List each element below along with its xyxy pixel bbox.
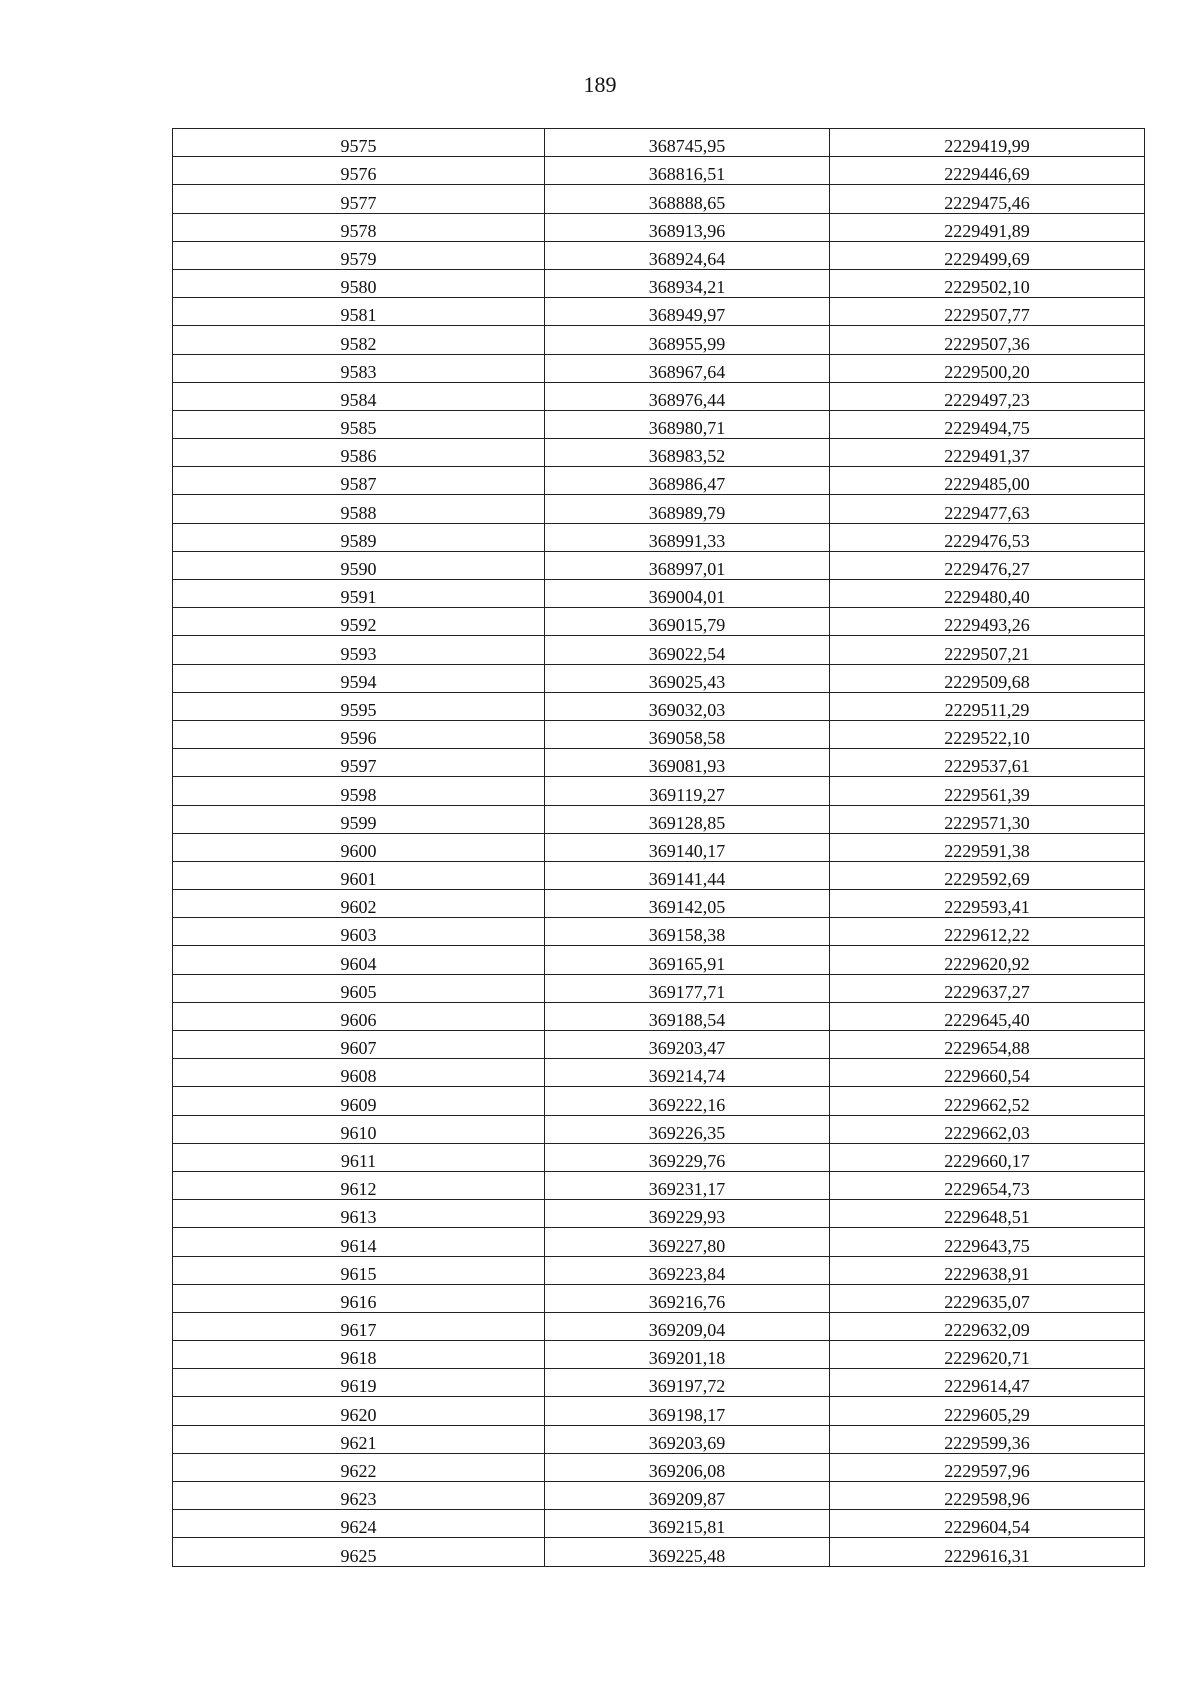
y-coordinate-cell: 2229643,75 bbox=[830, 1228, 1145, 1256]
table-row bbox=[173, 1031, 1145, 1059]
point-number-cell: 9576 bbox=[173, 157, 545, 185]
x-coordinate-cell: 368949,97 bbox=[545, 298, 830, 326]
point-number-cell: 9621 bbox=[173, 1425, 545, 1453]
x-coordinate-cell: 369222,16 bbox=[545, 1087, 830, 1115]
table-row bbox=[173, 1228, 1145, 1256]
x-coordinate-cell: 369022,54 bbox=[545, 636, 830, 664]
point-number-cell: 9605 bbox=[173, 974, 545, 1002]
point-number-cell: 9577 bbox=[173, 185, 545, 213]
table-row bbox=[173, 1425, 1145, 1453]
point-number-cell: 9620 bbox=[173, 1397, 545, 1425]
table-row bbox=[173, 1200, 1145, 1228]
table-row bbox=[173, 720, 1145, 748]
y-coordinate-cell: 2229660,54 bbox=[830, 1059, 1145, 1087]
x-coordinate-cell: 369227,80 bbox=[545, 1228, 830, 1256]
y-coordinate-cell: 2229571,30 bbox=[830, 805, 1145, 833]
table-row bbox=[173, 1369, 1145, 1397]
point-number-cell: 9624 bbox=[173, 1510, 545, 1538]
x-coordinate-cell: 369158,38 bbox=[545, 918, 830, 946]
table-row bbox=[173, 692, 1145, 720]
point-number-cell: 9614 bbox=[173, 1228, 545, 1256]
x-coordinate-cell: 369142,05 bbox=[545, 890, 830, 918]
point-number-cell: 9613 bbox=[173, 1200, 545, 1228]
table-row bbox=[173, 382, 1145, 410]
y-coordinate-cell: 2229612,22 bbox=[830, 918, 1145, 946]
x-coordinate-cell: 369141,44 bbox=[545, 861, 830, 889]
y-coordinate-cell: 2229654,73 bbox=[830, 1171, 1145, 1199]
table-row bbox=[173, 833, 1145, 861]
point-number-cell: 9612 bbox=[173, 1171, 545, 1199]
point-number-cell: 9608 bbox=[173, 1059, 545, 1087]
y-coordinate-cell: 2229599,36 bbox=[830, 1425, 1145, 1453]
y-coordinate-cell: 2229500,20 bbox=[830, 354, 1145, 382]
y-coordinate-cell: 2229537,61 bbox=[830, 749, 1145, 777]
point-number-cell: 9579 bbox=[173, 241, 545, 269]
point-number-cell: 9578 bbox=[173, 213, 545, 241]
y-coordinate-cell: 2229446,69 bbox=[830, 157, 1145, 185]
x-coordinate-cell: 369197,72 bbox=[545, 1369, 830, 1397]
x-coordinate-cell: 368745,95 bbox=[545, 129, 830, 157]
x-coordinate-cell: 369177,71 bbox=[545, 974, 830, 1002]
table-row bbox=[173, 269, 1145, 297]
point-number-cell: 9594 bbox=[173, 664, 545, 692]
x-coordinate-cell: 368967,64 bbox=[545, 354, 830, 382]
x-coordinate-cell: 368991,33 bbox=[545, 523, 830, 551]
y-coordinate-cell: 2229494,75 bbox=[830, 410, 1145, 438]
y-coordinate-cell: 2229620,92 bbox=[830, 946, 1145, 974]
x-coordinate-cell: 368989,79 bbox=[545, 495, 830, 523]
y-coordinate-cell: 2229635,07 bbox=[830, 1284, 1145, 1312]
x-coordinate-cell: 368888,65 bbox=[545, 185, 830, 213]
y-coordinate-cell: 2229660,17 bbox=[830, 1143, 1145, 1171]
x-coordinate-cell: 369004,01 bbox=[545, 580, 830, 608]
point-number-cell: 9600 bbox=[173, 833, 545, 861]
point-number-cell: 9595 bbox=[173, 692, 545, 720]
y-coordinate-cell: 2229476,27 bbox=[830, 551, 1145, 579]
y-coordinate-cell: 2229605,29 bbox=[830, 1397, 1145, 1425]
y-coordinate-cell: 2229509,68 bbox=[830, 664, 1145, 692]
table-row bbox=[173, 890, 1145, 918]
point-number-cell: 9604 bbox=[173, 946, 545, 974]
x-coordinate-cell: 368976,44 bbox=[545, 382, 830, 410]
x-coordinate-cell: 369223,84 bbox=[545, 1256, 830, 1284]
page-number: 189 bbox=[583, 72, 617, 97]
point-number-cell: 9617 bbox=[173, 1312, 545, 1340]
point-number-cell: 9598 bbox=[173, 777, 545, 805]
y-coordinate-cell: 2229616,31 bbox=[830, 1538, 1145, 1566]
x-coordinate-cell: 369209,04 bbox=[545, 1312, 830, 1340]
y-coordinate-cell: 2229662,52 bbox=[830, 1087, 1145, 1115]
y-coordinate-cell: 2229654,88 bbox=[830, 1031, 1145, 1059]
table-row bbox=[173, 1312, 1145, 1340]
table-row bbox=[173, 636, 1145, 664]
table-row bbox=[173, 580, 1145, 608]
x-coordinate-cell: 369081,93 bbox=[545, 749, 830, 777]
table-row bbox=[173, 439, 1145, 467]
y-coordinate-cell: 2229614,47 bbox=[830, 1369, 1145, 1397]
y-coordinate-cell: 2229419,99 bbox=[830, 129, 1145, 157]
table-row bbox=[173, 523, 1145, 551]
table-row bbox=[173, 974, 1145, 1002]
table-row bbox=[173, 805, 1145, 833]
point-number-cell: 9619 bbox=[173, 1369, 545, 1397]
x-coordinate-cell: 369203,69 bbox=[545, 1425, 830, 1453]
y-coordinate-cell: 2229645,40 bbox=[830, 1002, 1145, 1030]
y-coordinate-cell: 2229497,23 bbox=[830, 382, 1145, 410]
x-coordinate-cell: 369188,54 bbox=[545, 1002, 830, 1030]
x-coordinate-cell: 369032,03 bbox=[545, 692, 830, 720]
x-coordinate-cell: 369025,43 bbox=[545, 664, 830, 692]
y-coordinate-cell: 2229507,77 bbox=[830, 298, 1145, 326]
y-coordinate-cell: 2229591,38 bbox=[830, 833, 1145, 861]
table-row bbox=[173, 1059, 1145, 1087]
x-coordinate-cell: 369214,74 bbox=[545, 1059, 830, 1087]
x-coordinate-cell: 369198,17 bbox=[545, 1397, 830, 1425]
x-coordinate-cell: 368983,52 bbox=[545, 439, 830, 467]
table-row bbox=[173, 1256, 1145, 1284]
x-coordinate-cell: 369216,76 bbox=[545, 1284, 830, 1312]
point-number-cell: 9625 bbox=[173, 1538, 545, 1566]
y-coordinate-cell: 2229491,89 bbox=[830, 213, 1145, 241]
table-row bbox=[173, 467, 1145, 495]
y-coordinate-cell: 2229561,39 bbox=[830, 777, 1145, 805]
table-row bbox=[173, 1002, 1145, 1030]
y-coordinate-cell: 2229511,29 bbox=[830, 692, 1145, 720]
y-coordinate-cell: 2229480,40 bbox=[830, 580, 1145, 608]
table-row bbox=[173, 213, 1145, 241]
table-row bbox=[173, 551, 1145, 579]
y-coordinate-cell: 2229662,03 bbox=[830, 1115, 1145, 1143]
table-row bbox=[173, 608, 1145, 636]
y-coordinate-cell: 2229638,91 bbox=[830, 1256, 1145, 1284]
y-coordinate-cell: 2229598,96 bbox=[830, 1482, 1145, 1510]
point-number-cell: 9589 bbox=[173, 523, 545, 551]
point-number-cell: 9611 bbox=[173, 1143, 545, 1171]
table-row bbox=[173, 1115, 1145, 1143]
point-number-cell: 9610 bbox=[173, 1115, 545, 1143]
point-number-cell: 9590 bbox=[173, 551, 545, 579]
point-number-cell: 9583 bbox=[173, 354, 545, 382]
table-row bbox=[173, 1538, 1145, 1566]
table-row bbox=[173, 410, 1145, 438]
x-coordinate-cell: 369215,81 bbox=[545, 1510, 830, 1538]
table-row bbox=[173, 129, 1145, 157]
x-coordinate-cell: 369229,93 bbox=[545, 1200, 830, 1228]
point-number-cell: 9615 bbox=[173, 1256, 545, 1284]
point-number-cell: 9622 bbox=[173, 1453, 545, 1481]
x-coordinate-cell: 369058,58 bbox=[545, 720, 830, 748]
y-coordinate-cell: 2229502,10 bbox=[830, 269, 1145, 297]
point-number-cell: 9601 bbox=[173, 861, 545, 889]
x-coordinate-cell: 368955,99 bbox=[545, 326, 830, 354]
y-coordinate-cell: 2229507,36 bbox=[830, 326, 1145, 354]
x-coordinate-cell: 369119,27 bbox=[545, 777, 830, 805]
x-coordinate-cell: 369209,87 bbox=[545, 1482, 830, 1510]
table-row bbox=[173, 1482, 1145, 1510]
y-coordinate-cell: 2229491,37 bbox=[830, 439, 1145, 467]
table-row bbox=[173, 1397, 1145, 1425]
point-number-cell: 9602 bbox=[173, 890, 545, 918]
point-number-cell: 9596 bbox=[173, 720, 545, 748]
table-row bbox=[173, 1087, 1145, 1115]
table-row bbox=[173, 777, 1145, 805]
x-coordinate-cell: 368913,96 bbox=[545, 213, 830, 241]
coordinates-table bbox=[172, 128, 1145, 1567]
x-coordinate-cell: 369231,17 bbox=[545, 1171, 830, 1199]
y-coordinate-cell: 2229597,96 bbox=[830, 1453, 1145, 1481]
point-number-cell: 9606 bbox=[173, 1002, 545, 1030]
point-number-cell: 9581 bbox=[173, 298, 545, 326]
coordinates-table-body bbox=[173, 129, 1145, 1567]
x-coordinate-cell: 369015,79 bbox=[545, 608, 830, 636]
table-row bbox=[173, 354, 1145, 382]
point-number-cell: 9603 bbox=[173, 918, 545, 946]
x-coordinate-cell: 368986,47 bbox=[545, 467, 830, 495]
point-number-cell: 9616 bbox=[173, 1284, 545, 1312]
x-coordinate-cell: 368934,21 bbox=[545, 269, 830, 297]
x-coordinate-cell: 369201,18 bbox=[545, 1341, 830, 1369]
table-row bbox=[173, 495, 1145, 523]
x-coordinate-cell: 369165,91 bbox=[545, 946, 830, 974]
table-row bbox=[173, 861, 1145, 889]
y-coordinate-cell: 2229592,69 bbox=[830, 861, 1145, 889]
x-coordinate-cell: 369206,08 bbox=[545, 1453, 830, 1481]
x-coordinate-cell: 369203,47 bbox=[545, 1031, 830, 1059]
y-coordinate-cell: 2229485,00 bbox=[830, 467, 1145, 495]
y-coordinate-cell: 2229477,63 bbox=[830, 495, 1145, 523]
point-number-cell: 9575 bbox=[173, 129, 545, 157]
point-number-cell: 9582 bbox=[173, 326, 545, 354]
x-coordinate-cell: 368816,51 bbox=[545, 157, 830, 185]
y-coordinate-cell: 2229493,26 bbox=[830, 608, 1145, 636]
table-row bbox=[173, 918, 1145, 946]
x-coordinate-cell: 368924,64 bbox=[545, 241, 830, 269]
table-row bbox=[173, 298, 1145, 326]
y-coordinate-cell: 2229637,27 bbox=[830, 974, 1145, 1002]
y-coordinate-cell: 2229475,46 bbox=[830, 185, 1145, 213]
y-coordinate-cell: 2229648,51 bbox=[830, 1200, 1145, 1228]
point-number-cell: 9623 bbox=[173, 1482, 545, 1510]
point-number-cell: 9588 bbox=[173, 495, 545, 523]
y-coordinate-cell: 2229499,69 bbox=[830, 241, 1145, 269]
y-coordinate-cell: 2229507,21 bbox=[830, 636, 1145, 664]
x-coordinate-cell: 369229,76 bbox=[545, 1143, 830, 1171]
point-number-cell: 9599 bbox=[173, 805, 545, 833]
table-row bbox=[173, 664, 1145, 692]
point-number-cell: 9586 bbox=[173, 439, 545, 467]
point-number-cell: 9591 bbox=[173, 580, 545, 608]
y-coordinate-cell: 2229620,71 bbox=[830, 1341, 1145, 1369]
point-number-cell: 9587 bbox=[173, 467, 545, 495]
x-coordinate-cell: 369128,85 bbox=[545, 805, 830, 833]
table-row bbox=[173, 1341, 1145, 1369]
x-coordinate-cell: 368980,71 bbox=[545, 410, 830, 438]
table-row bbox=[173, 1453, 1145, 1481]
table-row bbox=[173, 241, 1145, 269]
table-row bbox=[173, 157, 1145, 185]
table-row bbox=[173, 946, 1145, 974]
table-row bbox=[173, 1284, 1145, 1312]
point-number-cell: 9580 bbox=[173, 269, 545, 297]
point-number-cell: 9597 bbox=[173, 749, 545, 777]
x-coordinate-cell: 369140,17 bbox=[545, 833, 830, 861]
point-number-cell: 9585 bbox=[173, 410, 545, 438]
point-number-cell: 9607 bbox=[173, 1031, 545, 1059]
y-coordinate-cell: 2229593,41 bbox=[830, 890, 1145, 918]
x-coordinate-cell: 369225,48 bbox=[545, 1538, 830, 1566]
y-coordinate-cell: 2229522,10 bbox=[830, 720, 1145, 748]
point-number-cell: 9593 bbox=[173, 636, 545, 664]
y-coordinate-cell: 2229604,54 bbox=[830, 1510, 1145, 1538]
point-number-cell: 9609 bbox=[173, 1087, 545, 1115]
table-row bbox=[173, 185, 1145, 213]
table-row bbox=[173, 1171, 1145, 1199]
table-row bbox=[173, 326, 1145, 354]
table-row bbox=[173, 749, 1145, 777]
point-number-cell: 9584 bbox=[173, 382, 545, 410]
table-row bbox=[173, 1510, 1145, 1538]
x-coordinate-cell: 368997,01 bbox=[545, 551, 830, 579]
table-row bbox=[173, 1143, 1145, 1171]
y-coordinate-cell: 2229476,53 bbox=[830, 523, 1145, 551]
point-number-cell: 9618 bbox=[173, 1341, 545, 1369]
x-coordinate-cell: 369226,35 bbox=[545, 1115, 830, 1143]
y-coordinate-cell: 2229632,09 bbox=[830, 1312, 1145, 1340]
point-number-cell: 9592 bbox=[173, 608, 545, 636]
